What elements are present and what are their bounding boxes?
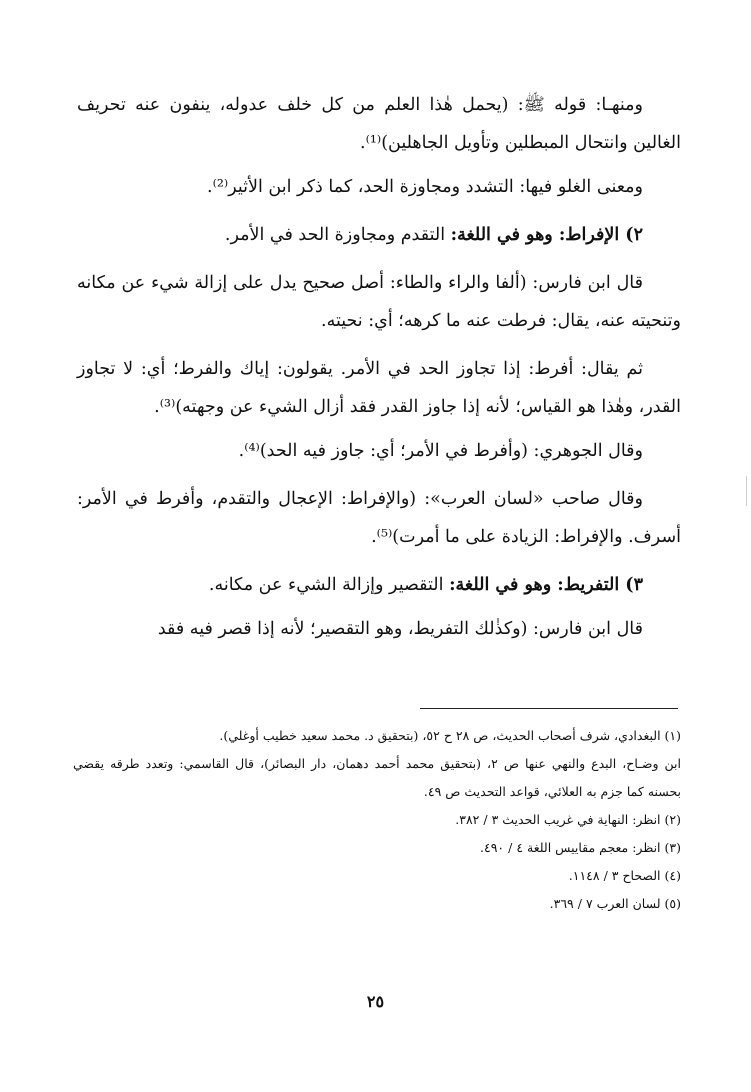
heading-ifrat [77, 216, 681, 254]
footnote-2: (٢) انظر: النهاية في غريب الحديث ٣ / ٣٨٢. [455, 812, 681, 827]
footnote-1: (١) البغدادي، شرف أصحاب الحديث، ص ٢٨ ح ٥٢، (بتحقيق د. محمد سعيد خطيب أوغلي). [219, 728, 681, 743]
paragraph-hadith: ومنهـا: قوله ﷺ: (يحمل هٰذا العلم من كل خلف عدوله، ينفون عنه تحريف الغالين وانتحال المبطلين وتأويل الجاهلين)⁽¹⁾. [77, 95, 681, 153]
scan-edge-mark [746, 476, 747, 506]
main-text [77, 86, 681, 648]
paragraph-ibn-faris-1: قال ابن فارس: (ألفا والراء والطاء: أصل صحيح يدل على إزالة شيء عن مكانه وتنحيته عنه، يقال: فرطت عنه ما كرهه؛ أي: نحيته. [77, 273, 681, 331]
footnote-3: (٣) انظر: معجم مقاييس اللغة ٤ / ٤٩٠. [480, 840, 681, 855]
footnote-1-continued: ابن وضـاح، البدع والنهي عنها ص ٢، (بتحقيق محمد أحمد دهمان، دار البصائر)، قال القاسمي: وتعدد طرقه يقضي بحسنه كما جزم به العلائي، قواعد التحديث ص ٤٩. [73, 756, 681, 799]
heading-ifrat-label: ٢) الإفراط: وهو في اللغة: [450, 225, 643, 245]
footnote-separator [420, 708, 678, 709]
heading-tafrit-label: ٣) التفريط: وهو في اللغة: [449, 575, 643, 595]
heading-ifrat-text: التقدم ومجاوزة الحد في الأمر. [224, 225, 451, 245]
paragraph-lisan-al-arab: وقال صاحب «لسان العرب»: (والإفراط: الإعجال والتقدم، وأفرط في الأمر: أسرف. والإفراط: الزيادة على ما أمرت)⁽⁵⁾. [77, 489, 681, 547]
heading-tafrit [77, 566, 681, 604]
paragraph-afrat: ثم يقال: أفرط: إذا تجاوز الحد في الأمر. يقولون: إياك والفرط؛ أي: لا تجاوز القدر، وهٰذا هو القياس؛ لأنه إذا جاوز القدر فقد أزال الشيء عن وجهته)⁽³⁾. [77, 359, 681, 417]
paragraph-ghuluw-meaning: ومعنى الغلو فيها: التشدد ومجاوزة الحد، كما ذكر ابن الأثير⁽²⁾. [207, 177, 643, 197]
paragraph-ibn-faris-2: قال ابن فارس: (وكذٰلك التفريط، وهو التقصير؛ لأنه إذا قصر فيه فقد [157, 619, 643, 639]
heading-tafrit-text: التقصير وإزالة الشيء عن مكانه. [208, 575, 450, 595]
footnotes [73, 722, 681, 918]
page-number: ٢٥ [366, 992, 385, 1011]
paragraph-jawhari: وقال الجوهري: (وأفرط في الأمر؛ أي: جاوز فيه الحد)⁽⁴⁾. [238, 441, 643, 461]
footnote-5: (٥) لسان العرب ٧ / ٣٦٩. [549, 896, 681, 911]
footnote-4: (٤) الصحاح ٣ / ١١٤٨. [568, 868, 681, 883]
